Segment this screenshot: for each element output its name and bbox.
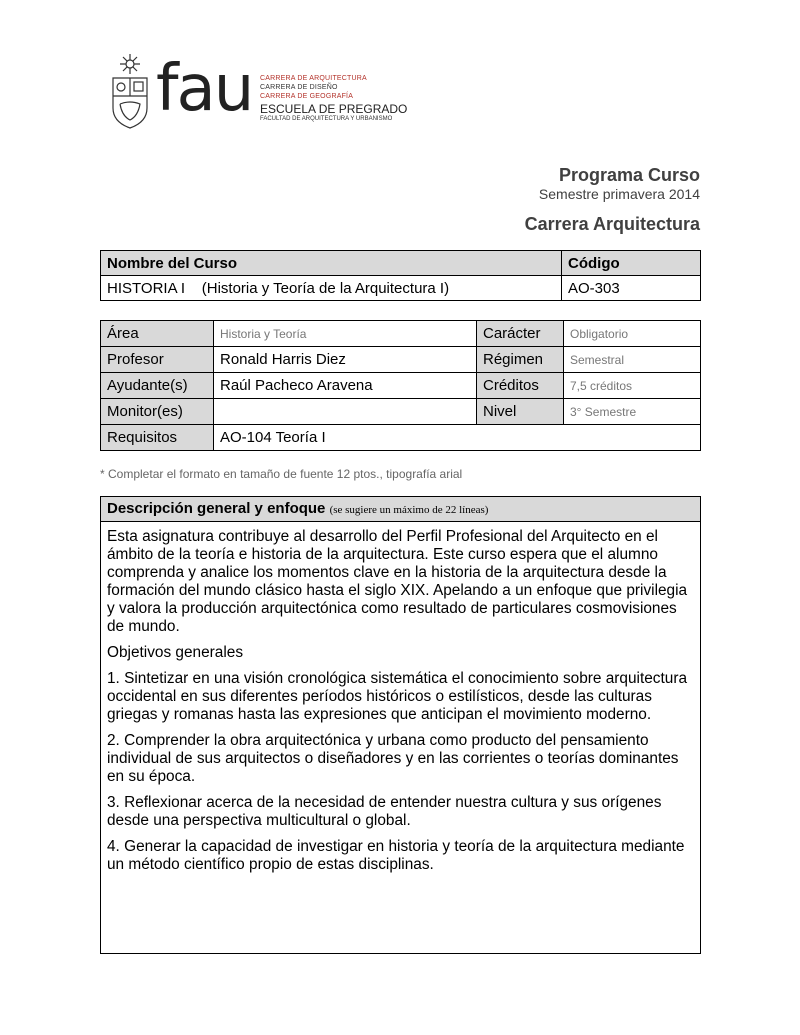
course-code: AO-303 [562, 276, 701, 301]
course-name-header: Nombre del Curso [101, 251, 562, 276]
area-label: Área [101, 321, 214, 347]
description-box [100, 496, 701, 954]
objectives-heading: Objetivos generales [107, 644, 244, 661]
nivel-value: 3° Semestre [564, 399, 701, 425]
fau-logo [110, 50, 410, 130]
description-title: Descripción general y enfoque [107, 500, 326, 517]
objective-item: 3. Reflexionar acerca de la necesidad de entender nuestra cultura y sus orígenes desde una perspectiva multicultural o global. [107, 794, 662, 829]
description-header [101, 497, 700, 522]
profesor-label: Profesor [101, 347, 214, 373]
monitor-label: Monitor(es) [101, 399, 214, 425]
objective-item: 4. Generar la capacidad de investigar en historia y teoría de la arquitectura mediante un método científico propio de estas disciplinas. [107, 838, 685, 873]
description-body [101, 522, 700, 874]
logo-text [260, 74, 407, 123]
creditos-label: Créditos [477, 373, 564, 399]
regimen-label: Régimen [477, 347, 564, 373]
ayudante-label: Ayudante(s) [101, 373, 214, 399]
course-code-header: Código [562, 251, 701, 276]
description-paragraph: Esta asignatura contribuye al desarrollo del Perfil Profesional del Arquitecto en el ámbito de la teoría e historia de la arquitectura. Este curso espera que el alumno comprenda y analice los momentos clave en la historia de la arquitectura desde la formación del mundo clásico hasta el siglo XIX. Apelando a un enfoque que privilegia y valora la producción arquitectónica como resultado de particulares cosmovisiones de mundo. [107, 528, 688, 635]
logo-line-3: CARRERA DE GEOGRAFÍA [260, 93, 354, 100]
area-value: Historia y Teoría [214, 321, 477, 347]
profesor-value: Ronald Harris Diez [214, 347, 477, 373]
ayudante-value: Raúl Pacheco Aravena [214, 373, 477, 399]
course-name: HISTORIA I (Historia y Teoría de la Arquitectura I) [101, 276, 562, 301]
course-table [100, 250, 701, 301]
university-seal-icon [110, 50, 150, 130]
requisitos-label: Requisitos [101, 425, 214, 451]
objective-item: 2. Comprender la obra arquitectónica y urbana como producto del pensamiento individual de sus arquitectos o diseñadores y en las corrientes o teorías dominantes en su época. [107, 732, 679, 785]
nivel-label: Nivel [477, 399, 564, 425]
format-note: * Completar el formato en tamaño de fuente 12 ptos., tipografía arial [100, 467, 463, 481]
creditos-value: 7,5 créditos [564, 373, 701, 399]
career-title: Carrera Arquitectura [524, 214, 700, 234]
objective-item: 1. Sintetizar en una visión cronológica sistemática el conocimiento sobre arquitectura occidental en sus diferentes períodos históricos o estilísticos, desde las culturas griegas y romanas hasta las expresiones que anticipan el movimiento moderno. [107, 670, 688, 723]
caracter-label: Carácter [477, 321, 564, 347]
logo-line-1: CARRERA DE ARQUITECTURA [260, 75, 367, 82]
course-info-table [100, 320, 701, 451]
description-hint: (se sugiere un máximo de 22 líneas) [329, 504, 489, 516]
caracter-value: Obligatorio [564, 321, 701, 347]
logo-line-2: CARRERA DE DISEÑO [260, 84, 338, 91]
brand-wordmark: fau [156, 52, 253, 126]
monitor-value [214, 399, 477, 425]
logo-school: ESCUELA DE PREGRADO [260, 102, 408, 116]
requisitos-value: AO-104 Teoría I [214, 425, 701, 451]
regimen-value: Semestral [564, 347, 701, 373]
program-title: Programa Curso [558, 165, 700, 185]
logo-faculty: FACULTAD DE ARQUITECTURA Y URBANISMO [260, 116, 393, 122]
semester-subtitle: Semestre primavera 2014 [538, 186, 700, 202]
document-titles [525, 165, 700, 235]
